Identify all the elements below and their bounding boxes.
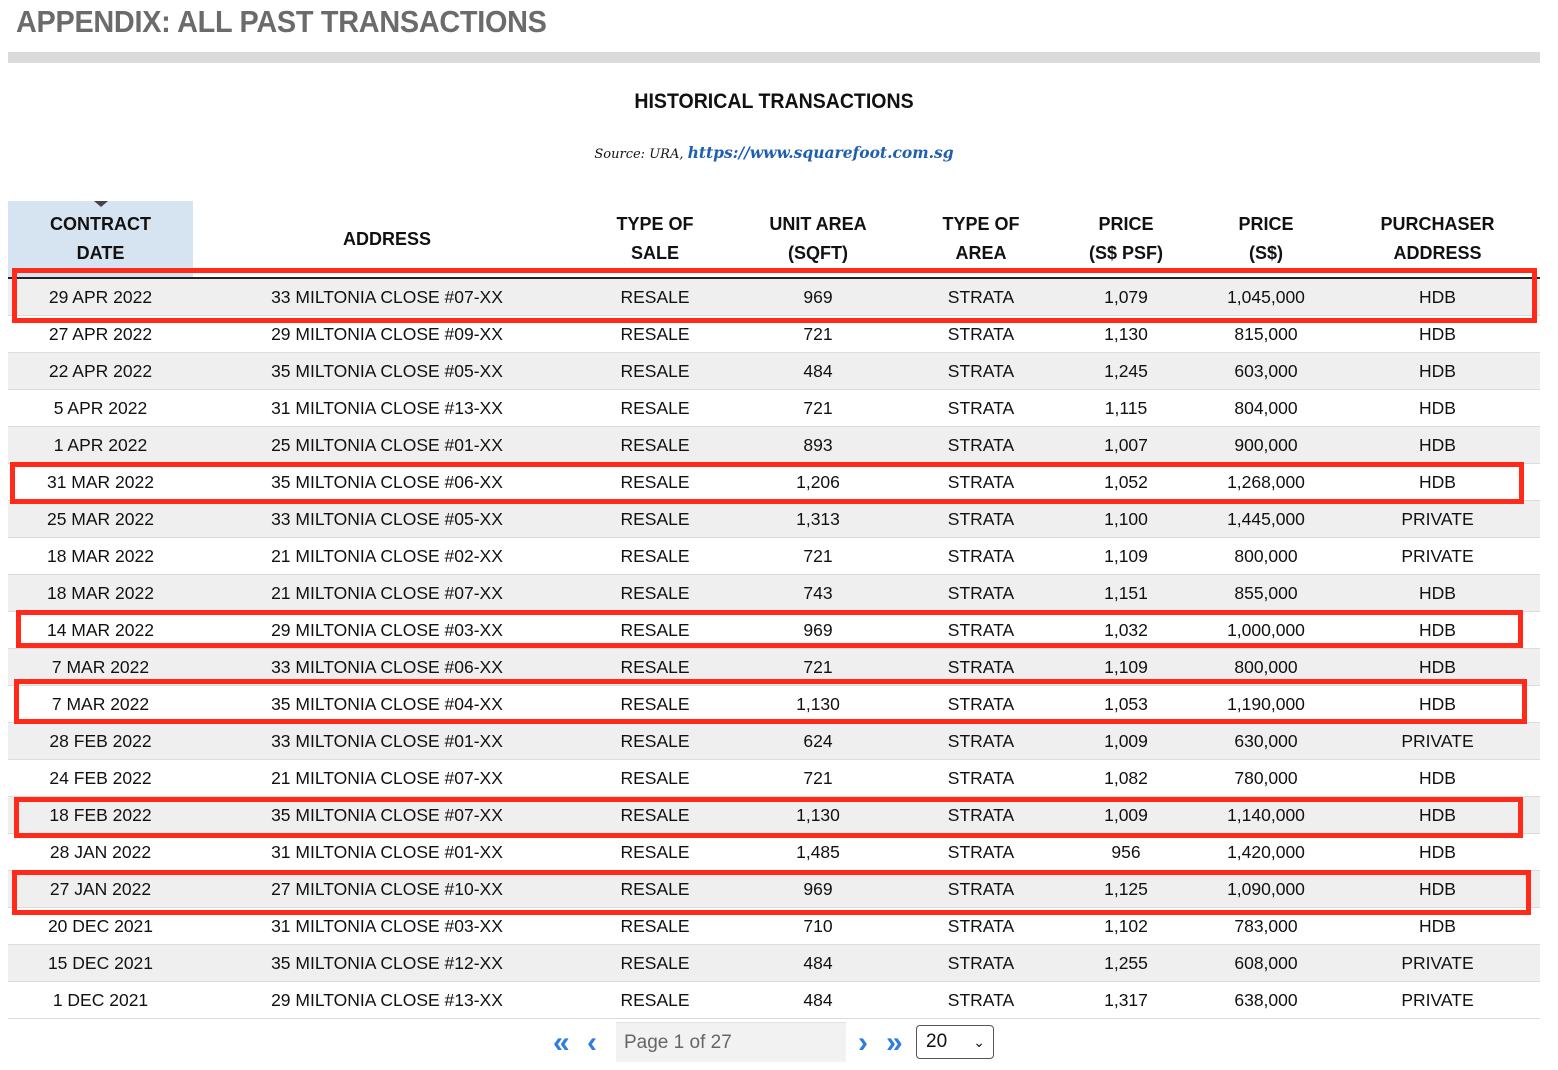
cell-unit-area: 1,206 bbox=[729, 464, 907, 501]
header-line: TYPE OF bbox=[942, 214, 1020, 234]
source-link[interactable]: https://www.squarefoot.com.sg bbox=[687, 143, 954, 162]
cell-type-of-area: STRATA bbox=[907, 501, 1055, 538]
cell-address: 21 MILTONIA CLOSE #07-XX bbox=[193, 575, 581, 612]
cell-price-psf: 1,079 bbox=[1055, 278, 1197, 316]
cell-type-of-sale: RESALE bbox=[581, 908, 729, 945]
header-line: TYPE OF bbox=[616, 214, 694, 234]
cell-address: 33 MILTONIA CLOSE #07-XX bbox=[193, 278, 581, 316]
page-indicator: Page 1 of 27 bbox=[616, 1022, 846, 1062]
cell-purchaser-address: HDB bbox=[1335, 464, 1540, 501]
cell-type-of-area: STRATA bbox=[907, 278, 1055, 316]
cell-address: 31 MILTONIA CLOSE #13-XX bbox=[193, 390, 581, 427]
cell-purchaser-address: PRIVATE bbox=[1335, 945, 1540, 982]
cell-price: 1,420,000 bbox=[1197, 834, 1335, 871]
cell-price: 800,000 bbox=[1197, 538, 1335, 575]
cell-price-psf: 1,100 bbox=[1055, 501, 1197, 538]
cell-contract-date: 24 FEB 2022 bbox=[8, 760, 193, 797]
cell-type-of-area: STRATA bbox=[907, 760, 1055, 797]
cell-price: 608,000 bbox=[1197, 945, 1335, 982]
header-purchaser-address[interactable] bbox=[1335, 201, 1540, 278]
cell-type-of-sale: RESALE bbox=[581, 612, 729, 649]
table-row bbox=[8, 760, 1540, 797]
cell-type-of-area: STRATA bbox=[907, 871, 1055, 908]
cell-contract-date: 18 FEB 2022 bbox=[8, 797, 193, 834]
page-size-select[interactable] bbox=[916, 1025, 994, 1059]
cell-contract-date: 27 JAN 2022 bbox=[8, 871, 193, 908]
header-line: UNIT AREA bbox=[769, 214, 867, 234]
cell-price: 1,000,000 bbox=[1197, 612, 1335, 649]
table-row bbox=[8, 908, 1540, 945]
header-price-psf[interactable] bbox=[1055, 201, 1197, 278]
cell-type-of-sale: RESALE bbox=[581, 353, 729, 390]
table-row bbox=[8, 649, 1540, 686]
cell-price-psf: 1,255 bbox=[1055, 945, 1197, 982]
table-row bbox=[8, 871, 1540, 908]
cell-address: 21 MILTONIA CLOSE #07-XX bbox=[193, 760, 581, 797]
header-line: PRICE bbox=[1238, 214, 1294, 234]
cell-price: 638,000 bbox=[1197, 982, 1335, 1019]
cell-type-of-sale: RESALE bbox=[581, 945, 729, 982]
chevron-down-icon: ⌄ bbox=[973, 1034, 985, 1050]
cell-type-of-sale: RESALE bbox=[581, 390, 729, 427]
cell-price-psf: 1,125 bbox=[1055, 871, 1197, 908]
cell-address: 31 MILTONIA CLOSE #03-XX bbox=[193, 908, 581, 945]
cell-type-of-area: STRATA bbox=[907, 464, 1055, 501]
cell-price: 855,000 bbox=[1197, 575, 1335, 612]
cell-contract-date: 5 APR 2022 bbox=[8, 390, 193, 427]
cell-type-of-sale: RESALE bbox=[581, 464, 729, 501]
cell-contract-date: 18 MAR 2022 bbox=[8, 575, 193, 612]
cell-purchaser-address: HDB bbox=[1335, 797, 1540, 834]
cell-address: 33 MILTONIA CLOSE #06-XX bbox=[193, 649, 581, 686]
cell-price-psf: 1,009 bbox=[1055, 723, 1197, 760]
cell-unit-area: 721 bbox=[729, 390, 907, 427]
cell-purchaser-address: PRIVATE bbox=[1335, 538, 1540, 575]
header-price[interactable] bbox=[1197, 201, 1335, 278]
cell-type-of-area: STRATA bbox=[907, 575, 1055, 612]
cell-contract-date: 1 DEC 2021 bbox=[8, 982, 193, 1019]
cell-type-of-area: STRATA bbox=[907, 723, 1055, 760]
cell-unit-area: 893 bbox=[729, 427, 907, 464]
table-row bbox=[8, 797, 1540, 834]
cell-price: 1,268,000 bbox=[1197, 464, 1335, 501]
cell-contract-date: 1 APR 2022 bbox=[8, 427, 193, 464]
table-row bbox=[8, 278, 1540, 316]
cell-type-of-sale: RESALE bbox=[581, 982, 729, 1019]
header-contract-date[interactable] bbox=[8, 201, 193, 278]
cell-type-of-sale: RESALE bbox=[581, 797, 729, 834]
cell-unit-area: 969 bbox=[729, 278, 907, 316]
cell-contract-date: 7 MAR 2022 bbox=[8, 686, 193, 723]
cell-price: 783,000 bbox=[1197, 908, 1335, 945]
cell-price-psf: 1,032 bbox=[1055, 612, 1197, 649]
page-size-value: 20 bbox=[926, 1031, 948, 1052]
cell-contract-date: 14 MAR 2022 bbox=[8, 612, 193, 649]
cell-purchaser-address: HDB bbox=[1335, 908, 1540, 945]
cell-address: 29 MILTONIA CLOSE #13-XX bbox=[193, 982, 581, 1019]
table-row bbox=[8, 612, 1540, 649]
table-row bbox=[8, 390, 1540, 427]
cell-address: 29 MILTONIA CLOSE #03-XX bbox=[193, 612, 581, 649]
cell-type-of-sale: RESALE bbox=[581, 834, 729, 871]
cell-price: 1,045,000 bbox=[1197, 278, 1335, 316]
cell-unit-area: 721 bbox=[729, 316, 907, 353]
table-row bbox=[8, 686, 1540, 723]
cell-unit-area: 1,485 bbox=[729, 834, 907, 871]
header-line: ADDRESS bbox=[342, 228, 431, 249]
cell-price-psf: 1,115 bbox=[1055, 390, 1197, 427]
cell-type-of-area: STRATA bbox=[907, 427, 1055, 464]
cell-type-of-area: STRATA bbox=[907, 649, 1055, 686]
pagination-bar bbox=[0, 1022, 1558, 1066]
cell-purchaser-address: HDB bbox=[1335, 316, 1540, 353]
cell-price-psf: 1,009 bbox=[1055, 797, 1197, 834]
header-line: (S$) bbox=[1248, 243, 1283, 263]
table-header-row bbox=[8, 201, 1540, 278]
table-row bbox=[8, 464, 1540, 501]
cell-address: 31 MILTONIA CLOSE #01-XX bbox=[193, 834, 581, 871]
cell-price-psf: 1,102 bbox=[1055, 908, 1197, 945]
transactions-table bbox=[8, 201, 1540, 1019]
table-row bbox=[8, 427, 1540, 464]
cell-purchaser-address: HDB bbox=[1335, 649, 1540, 686]
cell-type-of-sale: RESALE bbox=[581, 501, 729, 538]
cell-purchaser-address: HDB bbox=[1335, 871, 1540, 908]
cell-type-of-sale: RESALE bbox=[581, 575, 729, 612]
table-body bbox=[8, 278, 1540, 1019]
cell-type-of-area: STRATA bbox=[907, 316, 1055, 353]
cell-purchaser-address: HDB bbox=[1335, 278, 1540, 316]
cell-purchaser-address: HDB bbox=[1335, 612, 1540, 649]
cell-purchaser-address: HDB bbox=[1335, 760, 1540, 797]
cell-type-of-area: STRATA bbox=[907, 686, 1055, 723]
table-row bbox=[8, 982, 1540, 1019]
header-address[interactable] bbox=[193, 201, 581, 278]
cell-type-of-sale: RESALE bbox=[581, 427, 729, 464]
table-row bbox=[8, 353, 1540, 390]
cell-address: 35 MILTONIA CLOSE #05-XX bbox=[193, 353, 581, 390]
appendix-title: APPENDIX: ALL PAST TRANSACTIONS bbox=[16, 4, 547, 39]
cell-contract-date: 27 APR 2022 bbox=[8, 316, 193, 353]
cell-price: 780,000 bbox=[1197, 760, 1335, 797]
cell-contract-date: 25 MAR 2022 bbox=[8, 501, 193, 538]
cell-purchaser-address: HDB bbox=[1335, 390, 1540, 427]
cell-contract-date: 7 MAR 2022 bbox=[8, 649, 193, 686]
header-line: (S$ PSF) bbox=[1088, 243, 1163, 263]
cell-contract-date: 20 DEC 2021 bbox=[8, 908, 193, 945]
first-page-icon[interactable]: « bbox=[553, 1026, 570, 1059]
cell-address: 35 MILTONIA CLOSE #12-XX bbox=[193, 945, 581, 982]
cell-address: 25 MILTONIA CLOSE #01-XX bbox=[193, 427, 581, 464]
last-page-icon[interactable]: » bbox=[886, 1026, 903, 1059]
table-row bbox=[8, 501, 1540, 538]
cell-purchaser-address: PRIVATE bbox=[1335, 982, 1540, 1019]
cell-price-psf: 1,109 bbox=[1055, 538, 1197, 575]
cell-unit-area: 624 bbox=[729, 723, 907, 760]
cell-address: 27 MILTONIA CLOSE #10-XX bbox=[193, 871, 581, 908]
cell-unit-area: 484 bbox=[729, 353, 907, 390]
cell-contract-date: 15 DEC 2021 bbox=[8, 945, 193, 982]
title-divider bbox=[8, 52, 1540, 63]
cell-price-psf: 1,082 bbox=[1055, 760, 1197, 797]
cell-price-psf: 1,151 bbox=[1055, 575, 1197, 612]
table-row bbox=[8, 316, 1540, 353]
cell-price-psf: 1,245 bbox=[1055, 353, 1197, 390]
cell-price-psf: 956 bbox=[1055, 834, 1197, 871]
table-title: HISTORICAL TRANSACTIONS bbox=[634, 90, 914, 113]
cell-price: 815,000 bbox=[1197, 316, 1335, 353]
cell-unit-area: 969 bbox=[729, 612, 907, 649]
cell-price: 1,090,000 bbox=[1197, 871, 1335, 908]
cell-address: 33 MILTONIA CLOSE #01-XX bbox=[193, 723, 581, 760]
cell-purchaser-address: HDB bbox=[1335, 575, 1540, 612]
cell-price-psf: 1,109 bbox=[1055, 649, 1197, 686]
cell-price: 800,000 bbox=[1197, 649, 1335, 686]
header-line: PURCHASER bbox=[1380, 214, 1495, 234]
cell-price: 630,000 bbox=[1197, 723, 1335, 760]
source-prefix: Source: URA, bbox=[594, 147, 688, 162]
transactions-table-wrap bbox=[8, 201, 1540, 1019]
cell-price: 900,000 bbox=[1197, 427, 1335, 464]
header-line: ADDRESS bbox=[1393, 243, 1482, 263]
cell-purchaser-address: HDB bbox=[1335, 686, 1540, 723]
cell-type-of-area: STRATA bbox=[907, 945, 1055, 982]
cell-purchaser-address: HDB bbox=[1335, 834, 1540, 871]
table-row bbox=[8, 538, 1540, 575]
cell-type-of-area: STRATA bbox=[907, 908, 1055, 945]
header-type-of-area[interactable] bbox=[907, 201, 1055, 278]
table-row bbox=[8, 945, 1540, 982]
cell-contract-date: 22 APR 2022 bbox=[8, 353, 193, 390]
cell-address: 35 MILTONIA CLOSE #04-XX bbox=[193, 686, 581, 723]
cell-purchaser-address: HDB bbox=[1335, 353, 1540, 390]
cell-price-psf: 1,317 bbox=[1055, 982, 1197, 1019]
cell-price-psf: 1,053 bbox=[1055, 686, 1197, 723]
header-line: CONTRACT bbox=[50, 214, 151, 234]
table-row bbox=[8, 575, 1540, 612]
source-line bbox=[0, 143, 1548, 162]
cell-price-psf: 1,052 bbox=[1055, 464, 1197, 501]
table-row bbox=[8, 834, 1540, 871]
cell-type-of-sale: RESALE bbox=[581, 760, 729, 797]
header-line: DATE bbox=[76, 243, 125, 263]
cell-type-of-area: STRATA bbox=[907, 390, 1055, 427]
cell-contract-date: 28 JAN 2022 bbox=[8, 834, 193, 871]
cell-address: 35 MILTONIA CLOSE #07-XX bbox=[193, 797, 581, 834]
cell-address: 29 MILTONIA CLOSE #09-XX bbox=[193, 316, 581, 353]
header-line: SALE bbox=[630, 243, 679, 263]
table-row bbox=[8, 723, 1540, 760]
cell-contract-date: 28 FEB 2022 bbox=[8, 723, 193, 760]
cell-type-of-sale: RESALE bbox=[581, 538, 729, 575]
cell-unit-area: 710 bbox=[729, 908, 907, 945]
header-line: PRICE bbox=[1098, 214, 1154, 234]
cell-type-of-sale: RESALE bbox=[581, 723, 729, 760]
cell-contract-date: 29 APR 2022 bbox=[8, 278, 193, 316]
cell-unit-area: 721 bbox=[729, 538, 907, 575]
cell-type-of-sale: RESALE bbox=[581, 278, 729, 316]
cell-type-of-sale: RESALE bbox=[581, 686, 729, 723]
cell-unit-area: 721 bbox=[729, 649, 907, 686]
cell-type-of-area: STRATA bbox=[907, 538, 1055, 575]
cell-purchaser-address: PRIVATE bbox=[1335, 501, 1540, 538]
cell-unit-area: 1,130 bbox=[729, 797, 907, 834]
cell-unit-area: 1,313 bbox=[729, 501, 907, 538]
cell-type-of-sale: RESALE bbox=[581, 649, 729, 686]
cell-address: 33 MILTONIA CLOSE #05-XX bbox=[193, 501, 581, 538]
header-unit-area[interactable] bbox=[729, 201, 907, 278]
cell-type-of-area: STRATA bbox=[907, 797, 1055, 834]
cell-unit-area: 743 bbox=[729, 575, 907, 612]
cell-type-of-sale: RESALE bbox=[581, 871, 729, 908]
cell-type-of-area: STRATA bbox=[907, 982, 1055, 1019]
cell-unit-area: 484 bbox=[729, 982, 907, 1019]
cell-purchaser-address: PRIVATE bbox=[1335, 723, 1540, 760]
header-line: (SQFT) bbox=[788, 243, 848, 263]
header-type-of-sale[interactable] bbox=[581, 201, 729, 278]
cell-unit-area: 969 bbox=[729, 871, 907, 908]
header-line: AREA bbox=[955, 243, 1007, 263]
cell-unit-area: 721 bbox=[729, 760, 907, 797]
sort-descending-icon bbox=[94, 201, 108, 207]
cell-price: 1,445,000 bbox=[1197, 501, 1335, 538]
cell-price: 1,140,000 bbox=[1197, 797, 1335, 834]
cell-price-psf: 1,130 bbox=[1055, 316, 1197, 353]
cell-contract-date: 18 MAR 2022 bbox=[8, 538, 193, 575]
cell-type-of-area: STRATA bbox=[907, 834, 1055, 871]
cell-unit-area: 1,130 bbox=[729, 686, 907, 723]
cell-price: 603,000 bbox=[1197, 353, 1335, 390]
cell-address: 35 MILTONIA CLOSE #06-XX bbox=[193, 464, 581, 501]
previous-page-icon[interactable]: ‹ bbox=[587, 1026, 597, 1059]
cell-address: 21 MILTONIA CLOSE #02-XX bbox=[193, 538, 581, 575]
cell-unit-area: 484 bbox=[729, 945, 907, 982]
next-page-icon[interactable]: › bbox=[858, 1026, 868, 1059]
cell-purchaser-address: HDB bbox=[1335, 427, 1540, 464]
cell-type-of-area: STRATA bbox=[907, 353, 1055, 390]
cell-type-of-area: STRATA bbox=[907, 612, 1055, 649]
cell-price: 804,000 bbox=[1197, 390, 1335, 427]
cell-contract-date: 31 MAR 2022 bbox=[8, 464, 193, 501]
cell-type-of-sale: RESALE bbox=[581, 316, 729, 353]
cell-price: 1,190,000 bbox=[1197, 686, 1335, 723]
cell-price-psf: 1,007 bbox=[1055, 427, 1197, 464]
